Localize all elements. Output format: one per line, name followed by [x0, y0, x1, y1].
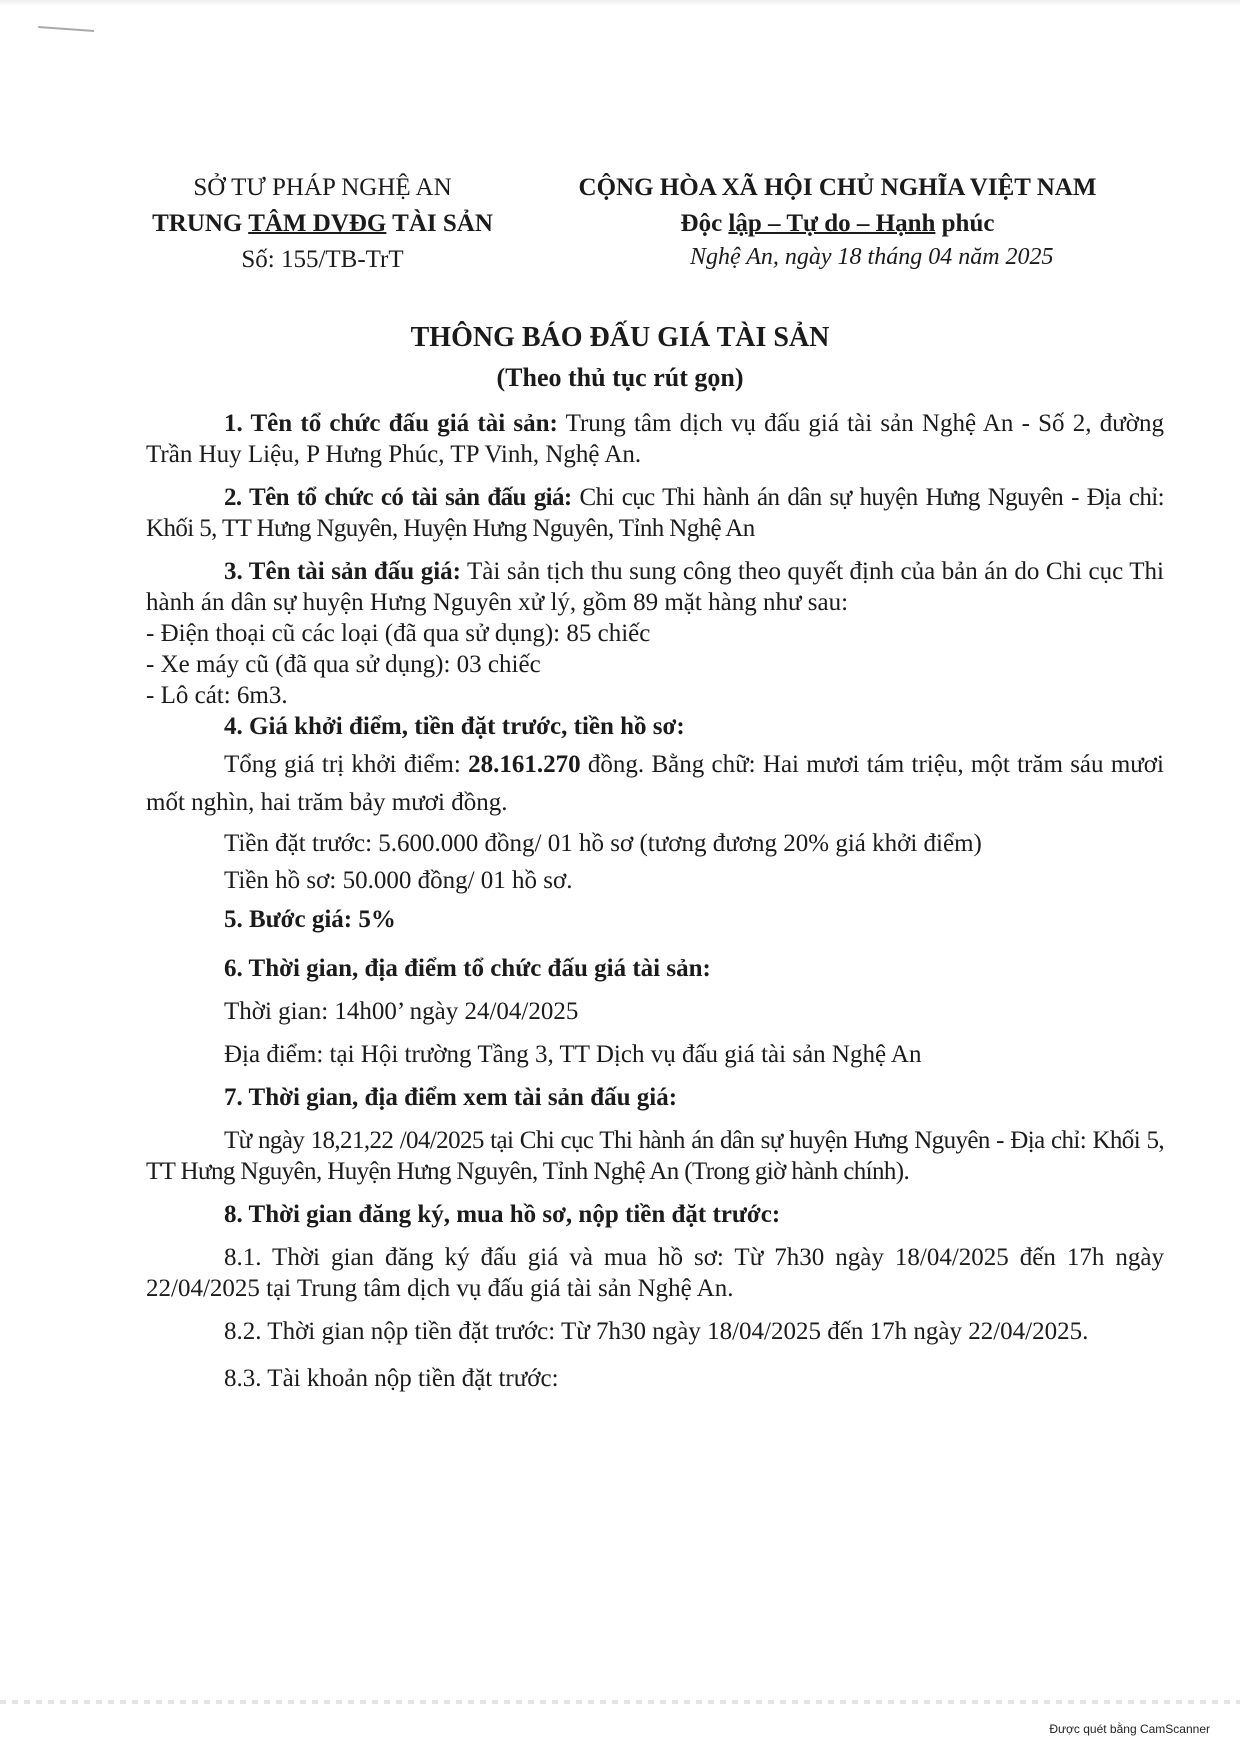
scan-speck [38, 26, 94, 38]
section-6-heading: 6. Thời gian, địa điểm tổ chức đấu giá tài sản: [224, 955, 711, 982]
asset-item: - Điện thoại cũ các loại (đã qua sử dụng): 85 chiếc [146, 620, 651, 647]
dossier-fee: Tiền hồ sơ: 50.000 đồng/ 01 hồ sơ. [224, 867, 573, 894]
national-block [555, 170, 1120, 242]
document-body [146, 408, 1164, 1394]
section-2: 2. Tên tổ chức có tài sản đấu giá: Chi cục Thi hành án dân sự huyện Hưng Nguyên - Địa chỉ: Khối 5, TT Hưng Nguyên, Huyện Hưng Nguyên, Tỉnh Nghệ An [146, 484, 1164, 542]
issue-date: Nghệ An, ngày 18 tháng 04 năm 2025 [690, 244, 1054, 270]
viewing-schedule: Từ ngày 18,21,22 /04/2025 tại Chi cục Thi hành án dân sự huyện Hưng Nguyên - Địa chỉ: Khối 5, TT Hưng Nguyên, Huyện Hưng Nguyên, Tỉnh Nghệ An (Trong giờ hành chính). [146, 1127, 1164, 1185]
document-subtitle: (Theo thủ tục rút gọn) [496, 363, 744, 392]
asset-item: - Xe máy cũ (đã qua sử dụng): 03 chiếc [146, 651, 541, 678]
deposit-account: 8.3. Tài khoản nộp tiền đặt trước: [224, 1365, 559, 1392]
doc-number: Số: 155/TB-TrT [241, 246, 404, 273]
auction-time: Thời gian: 14h00’ ngày 24/04/2025 [224, 998, 579, 1025]
auction-place: Địa điểm: tại Hội trường Tầng 3, TT Dịch vụ đấu giá tài sản Nghệ An [224, 1041, 922, 1068]
deposit-amount: Tiền đặt trước: 5.600.000 đồng/ 01 hồ sơ (tương đương 20% giá khởi điểm) [224, 830, 982, 857]
section-1: 1. Tên tổ chức đấu giá tài sản: Trung tâm dịch vụ đấu giá tài sản Nghệ An - Số 2, đường Trần Huy Liệu, P Hưng Phúc, TP Vinh, Nghệ An. [146, 410, 1164, 468]
section-8-heading: 8. Thời gian đăng ký, mua hồ sơ, nộp tiền đặt trước: [224, 1201, 781, 1228]
national-motto: Độc lập – Tự do – Hạnh phúc [680, 210, 995, 237]
scan-edge-bottom [0, 1700, 1240, 1704]
section-7-heading: 7. Thời gian, địa điểm xem tài sản đấu giá: [224, 1084, 678, 1111]
issuer-dept: SỞ TƯ PHÁP NGHỆ AN [193, 174, 452, 201]
scan-edge-top [0, 0, 1240, 6]
section-5-price-step: 5. Bước giá: 5% [224, 906, 396, 933]
deposit-period: 8.2. Thời gian nộp tiền đặt trước: Từ 7h30 ngày 18/04/2025 đến 17h ngày 22/04/2025. [224, 1318, 1089, 1345]
nation-title: CỘNG HÒA XÃ HỘI CHỦ NGHĨA VIỆT NAM [578, 174, 1097, 201]
asset-item: - Lô cát: 6m3. [146, 682, 288, 709]
issuer-center: TRUNG TÂM DVĐG TÀI SẢN [152, 210, 493, 237]
document-title: THÔNG BÁO ĐẤU GIÁ TÀI SẢN [410, 322, 830, 353]
section-3: 3. Tên tài sản đấu giá: Tài sản tịch thu sung công theo quyết định của bản án do Chi cục Thi hành án dân sự huyện Hưng Nguyên xử lý, gồm 89 mặt hàng như sau: [146, 558, 1164, 616]
issuer-block [130, 170, 515, 278]
registration-period: 8.1. Thời gian đăng ký đấu giá và mua hồ sơ: Từ 7h30 ngày 18/04/2025 đến 17h ngày 22/04/2025 tại Trung tâm dịch vụ đấu giá tài sản Nghệ An. [146, 1244, 1164, 1302]
section-4-heading: 4. Giá khởi điểm, tiền đặt trước, tiền hồ sơ: [224, 713, 685, 740]
scanner-watermark: Được quét bằng CamScanner [1049, 1722, 1210, 1736]
starting-price: Tổng giá trị khởi điểm: 28.161.270 đồng. Bằng chữ: Hai mươi tám triệu, một trăm sáu mươi mốt nghìn, hai trăm bảy mươi đồng. [146, 751, 1164, 816]
